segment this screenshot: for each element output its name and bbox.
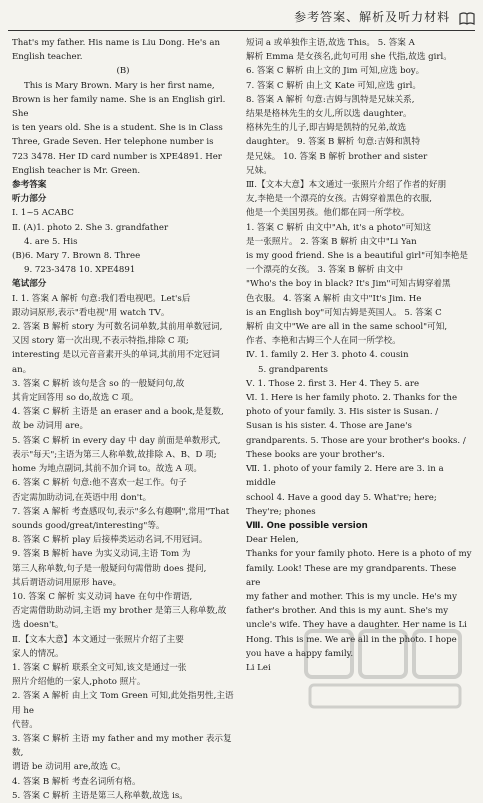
text-line: Ⅴ. 1. Those 2. first 3. Her 4. They 5. are [246, 378, 420, 389]
text-line: This is Mary Brown. Mary is her first name, [24, 80, 215, 91]
text-line: Ⅳ. 1. family 2. Her 3. photo 4. cousin [246, 350, 409, 361]
left-column [12, 36, 234, 803]
text-line: daughter。 9. 答案 B 解析 句意:吉姆和凯特 [246, 137, 421, 148]
text-line: 照片介绍他的一家人,photo 照片。 [12, 677, 146, 688]
letter-line: Hong. This is me. We are all in the photo. I hope [246, 634, 457, 645]
text-line: 723 3478. Her ID card number is XPE4891. Her [12, 151, 222, 162]
text-line: 短词 a 或单独作主语,故选 This。 5. 答案 A [246, 38, 415, 48]
text-line: Ⅱ. (A)1. photo 2. She 3. grandfather [12, 222, 169, 233]
text-line: (B)6. Mary 7. Brown 8. Three [12, 251, 141, 262]
text-line: English teacher is Mr. Green. [12, 165, 141, 176]
text-line: 友,李艳是一个漂亮的女孩。古姆穿着黑色的衣服, [246, 194, 432, 205]
text-line: These books are your brother's. [246, 449, 385, 460]
text-line: 8. 答案 A 解析 句意:吉姆与凯特是兄妹关系, [246, 94, 415, 105]
text-line: home 为地点副词,其前不加介词 to。故选 A 项。 [12, 464, 202, 475]
text-line: 家人的情况。 [12, 648, 64, 659]
text-line: 色衣服。 4. 答案 A 解析 由文中"It's Jim. He [246, 293, 422, 304]
letter-line: father's brother. And this is my aunt. She's my [246, 606, 449, 617]
text-line: 2. 答案 B 解析 story 为可数名词单数,其前用单数冠词, [12, 322, 223, 333]
text-line: 其肯定回答用 so do,故选 C 项。 [12, 393, 139, 404]
text-line: 他是一个美国男孩。他们都在同一所学校。 [246, 208, 410, 219]
text-line: That's my father. His name is Liu Dong. He's an [12, 38, 221, 48]
text-line: 兄妹。 [246, 165, 272, 176]
text-line: photo of your family. 3. His sister is Susan. / [246, 407, 439, 418]
text-line: 6. 答案 C 解析 由上文的 Jim 可知,应选 boy。 [246, 66, 425, 77]
letter-line: Thanks for your family photo. Here is a photo of my [246, 549, 472, 560]
text-line: grandparents. 5. Those are your brother's books. / [246, 435, 466, 446]
text-line: 10. 答案 C 解析 实义动词 have 在句中作谓语, [12, 591, 193, 602]
text-line: 1. 答案 C 解析 由文中"Ah, it's a photo"可知这 [246, 222, 432, 233]
text-line: 5. 答案 C 解析 主语是第三人称单数,故选 is。 [12, 790, 188, 801]
text-line: 谓语 be 动词用 are,故选 C。 [12, 762, 126, 773]
text-line: 作者、李艳和古姆三个人在同一所学校。 [246, 336, 401, 347]
text-line: 3. 答案 C 解析 该句是含 so 的一般疑问句,故 [12, 378, 185, 389]
text-line: 表示"每天";主语为第三人称单数,故排除 A、B、D 项; [12, 449, 217, 460]
text-line: 7. 答案 A 解析 考查感叹句,表示"多么有趣啊",常用"That [12, 506, 230, 517]
section-label: (B) [116, 66, 130, 77]
header-title: 参考答案、解析及听力材料 [294, 10, 451, 24]
text-line: school 4. Have a good day 5. What're; here; [246, 492, 437, 503]
letter-signature: Li Lei [246, 662, 271, 673]
text-line: 跟动词原形,表示"看电视"用 watch TV。 [12, 307, 170, 318]
text-line: 6. 答案 C 解析 句意:他不喜欢一起工作。句子 [12, 478, 187, 489]
text-line: 5. 答案 C 解析 in every day 中 day 前面是单数形式, [12, 435, 221, 446]
text-line: 1. 答案 C 解析 联系全文可知,该文是通过一张 [12, 662, 187, 673]
written-heading: 笔试部分 [12, 279, 47, 290]
text-line: Ⅰ. 1~5 ACABC [12, 208, 74, 219]
writing-heading: Ⅷ. One possible version [246, 520, 368, 531]
text-line: 是一张照片。 2. 答案 B 解析 由文中"Li Yan [246, 236, 417, 247]
letter-line: my father and mother. This is my uncle. He's my [246, 591, 457, 602]
answers-heading: 参考答案 [12, 180, 47, 191]
text-line: 解析 由文中"We are all in the same school"可知, [246, 322, 448, 333]
text-line: Ⅱ.【文本大意】本文通过一张照片介绍了主要 [12, 634, 184, 645]
text-line: 4. 答案 C 解析 主语是 an eraser and a book,是复数, [12, 407, 224, 418]
text-line: is my good friend. She is a beautiful girl"可知李艳是 [246, 251, 468, 262]
text-line: interesting 是以元音音素开头的单词,其前用不定冠词 an。 [12, 350, 220, 375]
text-line: 是兄妹。 10. 答案 B 解析 brother and sister [246, 151, 428, 162]
right-column [246, 36, 472, 675]
text-line: "Who's the boy in black? It's Jim"可知古姆穿着黑 [246, 279, 451, 290]
text-line: English teacher. [12, 52, 83, 63]
answer-site-watermark-icon [300, 625, 465, 713]
text-line: 第三人称单数,句子是一般疑问句需借助 does 提问, [12, 563, 207, 574]
text-line: Brown is her family name. She is an English girl. She [12, 94, 226, 120]
text-line: 格林先生的儿子,即吉姆是凯特的兄弟,故选 [246, 123, 407, 134]
text-line: 解析 Emma 是女孩名,此句可用 she 代指,故选 girl。 [246, 52, 452, 63]
letter-greeting: Dear Helen, [246, 535, 299, 546]
text-line: sounds good/great/interesting"等。 [12, 520, 165, 531]
text-line: Ⅶ. 1. photo of your family 2. Here are 3. in a middle [246, 464, 444, 489]
book-logo-icon [459, 11, 475, 25]
text-line: 一个漂亮的女孩。 3. 答案 B 解析 由文中 [246, 265, 404, 276]
text-line: 4. are 5. His [24, 236, 78, 247]
letter-line: you have a happy family. [246, 648, 354, 659]
letter-line: family. Look! These are my grandparents. These are [246, 563, 457, 588]
text-line: Susan is his sister. 4. Those are Jane's [246, 421, 412, 432]
text-line: 其后谓语动词用原形 have。 [12, 577, 122, 588]
text-line: 8. 答案 C 解析 play 后接棒类运动名词,不用冠词。 [12, 535, 208, 546]
text-line: 故 be 动词用 are。 [12, 421, 89, 432]
letter-line: uncle's wife. They have a daughter. Her name is Li [246, 620, 467, 631]
text-line: Three, Grade Seven. Her telephone number is [12, 137, 214, 148]
text-line: 9. 答案 B 解析 have 为实义动词,主语 Tom 为 [12, 549, 191, 560]
page-header [275, 8, 475, 28]
text-line: 9. 723-3478 10. XPE4891 [24, 265, 136, 276]
text-line: is an English boy"可知古姆是英国人。 5. 答案 C [246, 307, 442, 318]
text-line: 2. 答案 A 解析 由上文 Tom Green 可知,此处指男性,主语用 he [12, 691, 234, 716]
header-rule [8, 30, 475, 31]
text-line: 又因 story 第一次出现,不表示特指,排除 C 项; [12, 336, 189, 347]
text-line: is ten years old. She is a student. She is in Class [12, 123, 223, 134]
text-line: 否定需借助助动词,主语 my brother 是第三人称单数,故选 doesn't。 [12, 606, 227, 631]
text-line: 否定需加助动词,在英语中用 don't。 [12, 492, 152, 503]
text-line: 4. 答案 B 解析 考查名词所有格。 [12, 776, 141, 787]
text-line: 3. 答案 C 解析 主语 my father and my mother 表示复数, [12, 733, 232, 759]
text-line: 7. 答案 C 解析 由上文 Kate 可知,应选 girl。 [246, 80, 421, 91]
text-line: Ⅲ.【文本大意】本文通过一张照片介绍了作者的好朋 [246, 180, 447, 191]
text-line: They're; phones [246, 506, 316, 517]
text-line: 代替。 [12, 719, 38, 730]
listening-heading: 听力部分 [12, 194, 47, 205]
text-line: Ⅵ. 1. Here is her family photo. 2. Thanks for the [246, 393, 458, 404]
text-line: Ⅰ. 1. 答案 A 解析 句意:我们看电视吧。Let's后 [12, 293, 191, 304]
text-line: 5. grandparents [258, 364, 328, 375]
text-line: 结果是格林先生的女儿,所以选 daughter。 [246, 109, 412, 120]
